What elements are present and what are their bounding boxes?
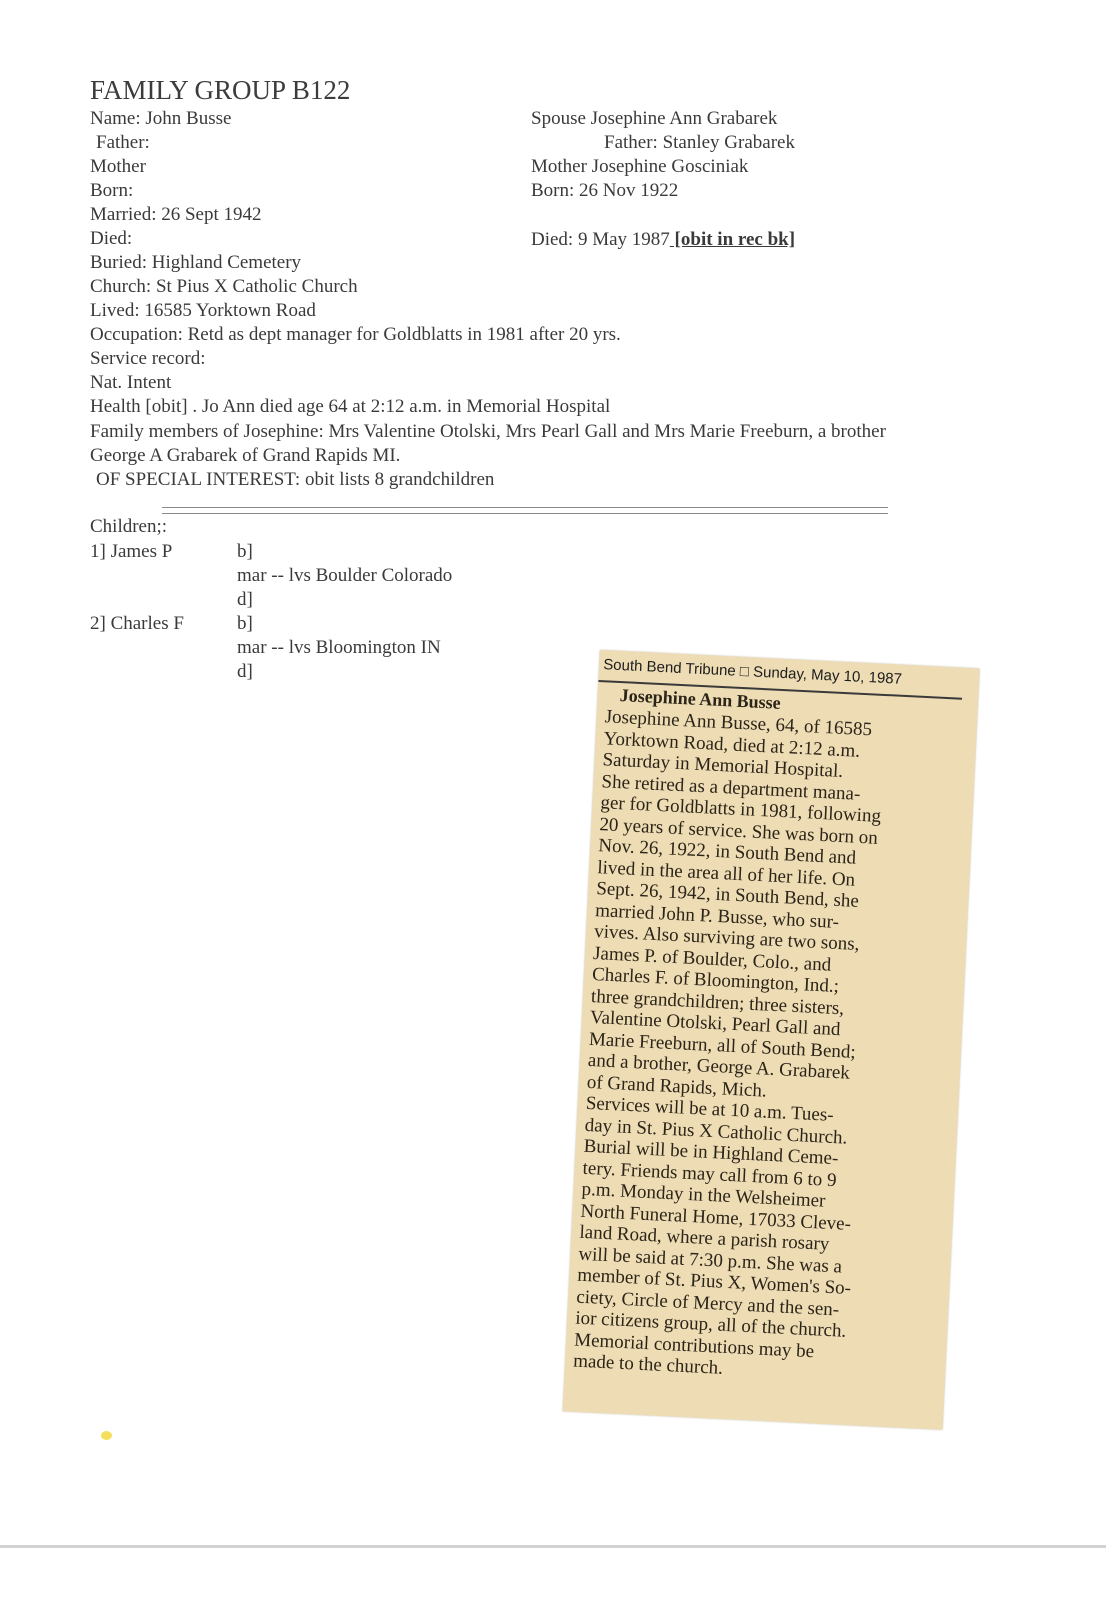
spouse-name: Spouse Josephine Ann Grabarek (531, 108, 778, 129)
spouse-mother: Mother Josephine Gosciniak (531, 156, 749, 177)
husband-born: Born: (90, 180, 134, 201)
child-2-married: mar -- lvs Bloomington IN (237, 637, 441, 658)
child-1-married: mar -- lvs Boulder Colorado (237, 565, 453, 586)
child-2-died: d] (237, 661, 253, 682)
spouse-died: Died: 9 May 1987 (531, 229, 670, 250)
divider (162, 507, 888, 514)
health: Health [obit] . Jo Ann died age 64 at 2:12 a.m. in Memorial Hospital (90, 396, 611, 417)
family-members-line2: George A Grabarek of Grand Rapids MI. (90, 445, 401, 466)
nat-intent: Nat. Intent (90, 372, 172, 393)
obit-link[interactable]: [obit in rec bk] (669, 229, 796, 250)
special-interest: OF SPECIAL INTEREST: obit lists 8 grandchildren (96, 469, 495, 490)
lived: Lived: 16585 Yorktown Road (90, 300, 316, 321)
church: Church: St Pius X Catholic Church (90, 276, 358, 297)
yellow-mark (101, 1431, 112, 1440)
husband-name: Name: John Busse (90, 108, 232, 129)
clipping-headline: Josephine Ann Busse (619, 685, 782, 713)
clipping-body: Josephine Ann Busse, 64, of 16585 Yorktown Road, died at 2:12 a.m. Saturday in Memorial Hospital. She retired as a department mana- ger for Goldblatts in 1981, following 20 years of service. She was born on Nov. 26, 1922, in South Bend and lived in the area all of her life. On Sept. 26, 1942, in South Bend, she married John P. Busse, who sur- vives. Also surviving are two sons, James P. of Boulder, Colo., and Charles F. of Bloomington, Ind.; three grandchildren; three sisters, Valentine Otolski, Pearl Gall and Marie Freeburn, all of South Bend; and a brother, George A. Grabarek of Grand Rapids, Mich. Services will be at 10 a.m. Tues- day in St. Pius X Catholic Church. Burial will be in Highland Ceme- tery. Friends may call from 6 to 9 p.m. Monday in the Welsheimer North Funeral Home, 17033 Cleve- land Road, where a parish rosary will be said at 7:30 p.m. She was a member of St. Pius X, Women's So- ciety, Circle of Mercy and the sen- ior citizens group, all of the church. Memorial contributions may be made to the church. (572, 706, 882, 1379)
spouse-died-row (531, 228, 795, 252)
child-1-born: b] (237, 541, 253, 562)
husband-father: Father: (96, 132, 150, 153)
clipping-header: South Bend Tribune □ Sunday, May 10, 1987 (598, 650, 963, 700)
spouse-born: Born: 26 Nov 1922 (531, 180, 679, 201)
occupation: Occupation: Retd as dept manager for Goldblatts in 1981 after 20 yrs. (90, 324, 621, 345)
child-1-name: 1] James P (90, 541, 173, 562)
child-2-name: 2] Charles F (90, 613, 184, 634)
page-title: FAMILY GROUP B122 (90, 75, 351, 105)
married-date: Married: 26 Sept 1942 (90, 204, 262, 225)
child-1-died: d] (237, 589, 253, 610)
husband-died: Died: (90, 228, 133, 249)
service-record: Service record: (90, 348, 206, 369)
obituary-clipping (563, 650, 980, 1430)
bottom-edge (0, 1545, 1106, 1548)
husband-mother: Mother (90, 156, 146, 177)
buried: Buried: Highland Cemetery (90, 252, 302, 273)
family-members-line1: Family members of Josephine: Mrs Valentine Otolski, Mrs Pearl Gall and Mrs Marie Freeburn, a brother (90, 421, 886, 442)
spouse-father: Father: Stanley Grabarek (604, 132, 795, 153)
child-2-born: b] (237, 613, 253, 634)
children-header: Children;: (90, 516, 168, 537)
